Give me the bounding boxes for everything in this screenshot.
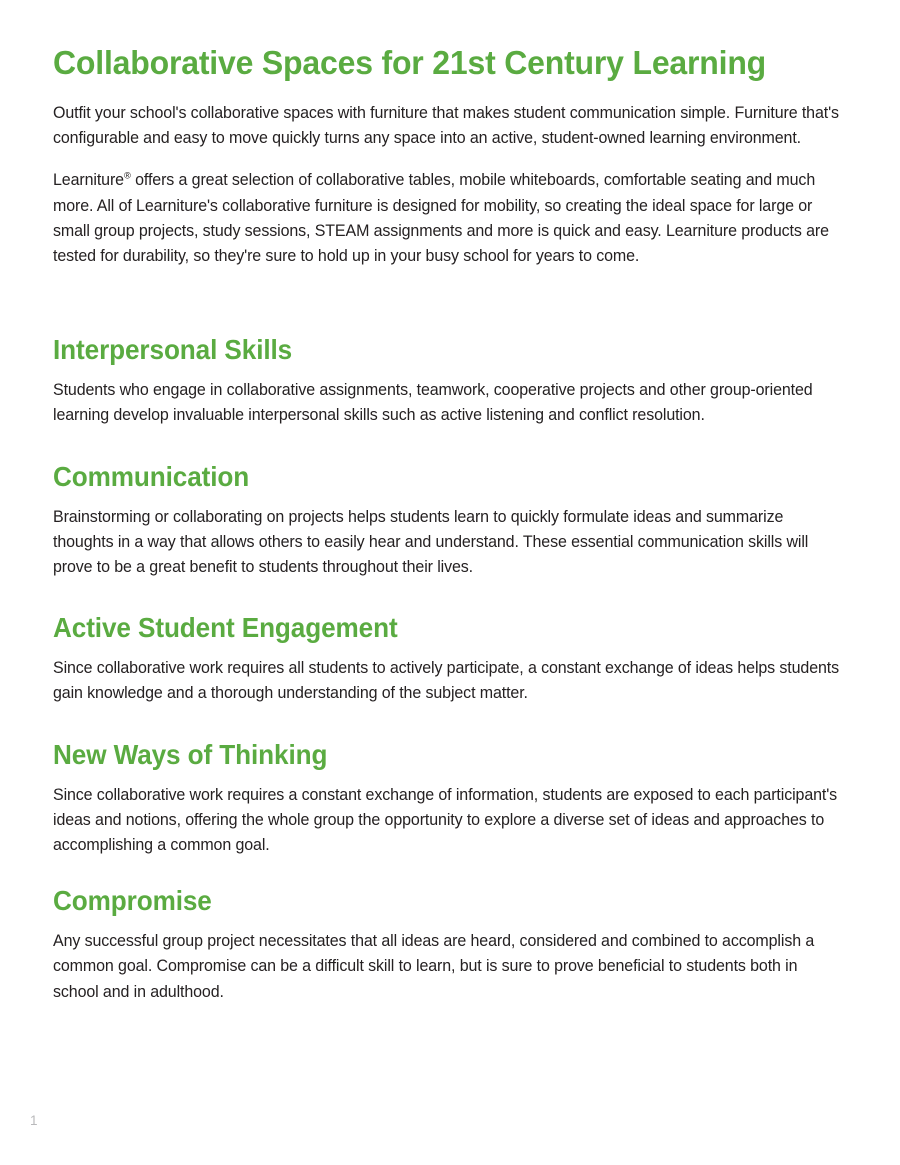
section-communication [53, 460, 848, 580]
section-body-communication: Brainstorming or collaborating on projects helps students learn to quickly formulate ideas and summarize thoughts in a way that allows others to easily hear and understand. These essential communication skills will prove to be a great benefit to students throughout their lives. [53, 506, 809, 577]
section-heading-new-ways-of-thinking: New Ways of Thinking [53, 738, 328, 770]
spacer [53, 706, 848, 738]
spacer [53, 579, 848, 611]
intro-paragraph-2-rest: offers a great selection of collaborative tables, mobile whiteboards, comfortable seating and much more. All of Learniture's collaborative furniture is designed for mobility, so creating the ideal space for large or small group projects, study sessions, STEAM assignments and more is quick and easy. Learniture products are tested for durability, so they're sure to hold up in your busy school for years to come. [53, 170, 829, 266]
spacer [53, 857, 848, 884]
registered-trademark-icon: ® [123, 170, 131, 182]
section-body-new-ways-of-thinking: Since collaborative work requires a constant exchange of information, students are exposed to each participant's ideas and notions, offering the whole group the opportunity to explore a diverse set of ideas and approaches to accomplishing a common goal. [53, 784, 838, 855]
brand-name: Learniture [53, 170, 124, 190]
section-heading-active-student-engagement: Active Student Engagement [53, 612, 398, 644]
section-active-student-engagement [53, 611, 848, 705]
page-title: Collaborative Spaces for 21st Century Learning [53, 45, 767, 82]
spacer [53, 285, 848, 333]
section-compromise [53, 884, 848, 1004]
page-number: 1 [30, 1113, 38, 1128]
spacer [53, 428, 848, 460]
section-body-interpersonal-skills: Students who engage in collaborative assignments, teamwork, cooperative projects and other group-oriented learning develop invaluable interpersonal skills such as active listening and conflict resolution. [53, 380, 813, 425]
section-heading-compromise: Compromise [53, 885, 212, 917]
section-heading-interpersonal-skills: Interpersonal Skills [53, 334, 293, 366]
section-new-ways-of-thinking [53, 738, 848, 858]
section-interpersonal-skills [53, 333, 848, 427]
section-heading-communication: Communication [53, 460, 250, 492]
document-content [53, 44, 848, 1004]
section-body-active-student-engagement: Since collaborative work requires all students to actively participate, a constant exchange of ideas helps students gain knowledge and a thorough understanding of the subject matter. [53, 658, 840, 703]
intro-paragraph-1: Outfit your school's collaborative spaces with furniture that makes student communication simple. Furniture that's configurable and easy to move quickly turns any space into an active, student-owned learning environment. [53, 103, 839, 148]
intro-paragraph-2 [53, 167, 844, 268]
section-body-compromise: Any successful group project necessitates that all ideas are heard, considered and combined to accomplish a common goal. Compromise can be a difficult skill to learn, but is sure to prove beneficial to students both in school and in adulthood. [53, 931, 815, 1001]
